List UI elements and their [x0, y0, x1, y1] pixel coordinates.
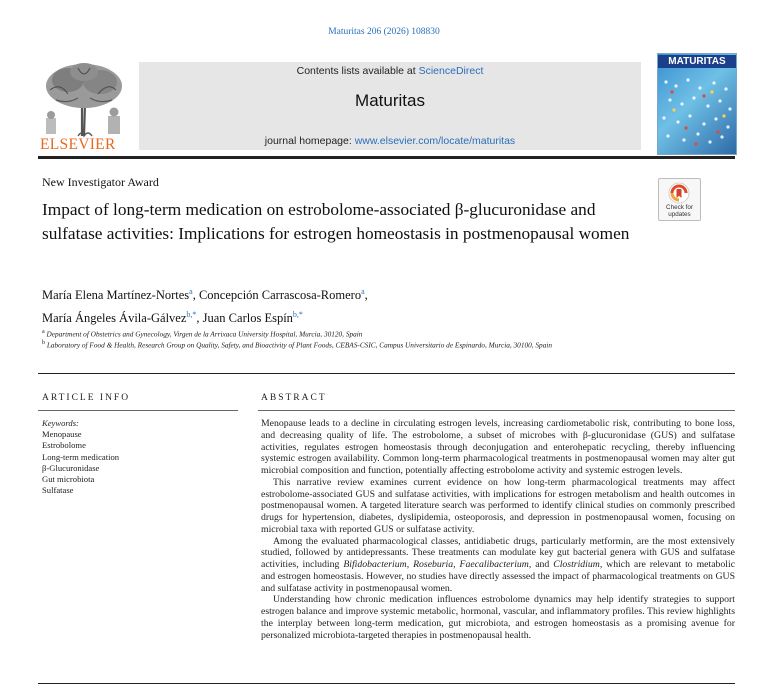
check-updates-label: Check for updates: [666, 204, 693, 218]
homepage-prefix: journal homepage:: [264, 135, 355, 147]
genus-name: Faecalibacterium: [459, 559, 529, 570]
keyword[interactable]: β-Glucuronidase: [42, 462, 100, 473]
affiliation-mark: a: [42, 329, 45, 335]
article-info-rule: [38, 410, 238, 411]
keyword[interactable]: Menopause: [42, 429, 82, 440]
genus-name: Roseburia: [413, 559, 454, 570]
author-list: María Elena Martínez-Nortes$^a$, Concepción Carrascosa-Romero$^a$, María Ángeles Ávila-Gálvez$^{b,*}$, Juan Carlos Espín$^{b,*}$: [42, 287, 368, 326]
check-updates-icon: [668, 182, 690, 204]
keyword[interactable]: Estrobolome: [42, 440, 86, 451]
keyword[interactable]: Long-term medication: [42, 451, 120, 462]
author-name[interactable]: Juan Carlos Espín: [202, 311, 293, 326]
genus-name: Bifidobacterium: [343, 559, 407, 570]
journal-citation[interactable]: Maturitas 206 (2026) 108830: [328, 27, 440, 37]
section-rule: [38, 373, 735, 374]
abstract-paragraph: This narrative review examines current evidence on how long-term pharmacological treatments may affect estrobolome-associated GUS and sulfatase activities, with implications for estrogen metabolism and health outcomes in postmenopausal women. A targeted literature search was performed to identify clinical studies on commonly prescribed drugs for hypertension, diabetes, dyslipidemia, osteoporosis, and depression in postmenopausal women, focusing on microbial taxa with reported GUS or sulfatase activity.: [261, 476, 735, 535]
elsevier-tree-icon: [38, 60, 130, 138]
article-type: New Investigator Award: [42, 175, 159, 189]
abstract-heading: ABSTRACT: [261, 393, 327, 403]
author-name[interactable]: María Ángeles Ávila-Gálvez: [42, 311, 187, 326]
author-affil-mark[interactable]: b,*: [186, 310, 197, 320]
homepage-line: [139, 135, 641, 147]
abstract-body: [261, 418, 735, 641]
genus-name: Clostridium: [553, 559, 600, 570]
affiliation-text: Department of Obstetrics and Gynecology, Virgen de la Arrixaca University Hospital, Murcia, 30120, Spain: [46, 329, 363, 339]
affiliation-b: [42, 338, 682, 351]
sciencedirect-link[interactable]: ScienceDirect: [418, 65, 484, 77]
journal-name: Maturitas: [355, 91, 425, 110]
author-affil-mark[interactable]: b,*: [292, 310, 303, 320]
header-rule: [38, 156, 735, 159]
elsevier-wordmark: ELSEVIER: [40, 136, 116, 153]
author-name[interactable]: Concepción Carrascosa-Romero: [198, 288, 362, 303]
abstract-paragraph: Understanding how chronic medication influences estrobolome dynamics may help identify strategies to support estrogen balance and improve systemic metabolic, hormonal, vascular, and inflammatory profiles. This review highlights the interplay between long-term medication, gut microbiota, and estrogen homeostasis as a promising avenue for personalized microbiota-targeted therapies in postmenopausal health.: [261, 594, 735, 641]
keywords-block: [42, 418, 222, 496]
affiliation-text: Laboratory of Food & Health, Research Group on Quality, Safety, and Bioactivity of Plant Foods, CEBAS-CSIC, Campus Universitario de Espinardo, Murcia, 30100, Spain: [46, 340, 553, 350]
abstract-paragraph: Menopause leads to a decline in circulating estrogen levels, increasing cardiometabolic risk, contributing to bone loss, and decreasing quality of life. The estrobolome, a subset of microbes with β-glucuronidase (GUS) and sulfatase activities, regulates estrogen homeostasis through deconjugation and enterohepatic recycling, thereby influencing systemic estrogen availability. Common long-term pharmacological treatments in postmenopausal women may alter gut microbial composition and function, potentially affecting estrobolome activity and systemic estrogen levels.: [261, 418, 735, 476]
abstract-rule: [258, 410, 735, 411]
affiliation-mark: b: [42, 340, 45, 346]
abstract-paragraph: Among the evaluated pharmacological classes, antidiabetic drugs, particularly metformin, are the most extensively studied, followed by antidepressants. These treatments can modulate key gut bacterial genera with GUS and sulfatase activities, including Bifidobacterium, Roseburia, Faecalibacterium, and Clostridium, which are relevant to metabolic and estrogen homeostasis. However, no studies have directly assessed the impact of pharmacological treatments on GUS and sulfatase activity in postmenopausal women.: [261, 535, 736, 594]
cover-figures-icon: [660, 74, 734, 150]
keyword[interactable]: Sulfatase: [42, 485, 74, 496]
bottom-rule: [38, 683, 735, 684]
elsevier-logo[interactable]: [38, 60, 130, 156]
cover-title: MATURITAS: [658, 55, 736, 68]
keyword[interactable]: Gut microbiota: [42, 474, 95, 485]
author-affil-mark[interactable]: a: [361, 287, 365, 296]
article-title: Impact of long-term medication on estrobolome-associated β-glucuronidase and sulfatase activities: Implications for estrogen homeostasis in postmenopausal women: [42, 200, 630, 243]
keywords-label: Keywords:: [42, 418, 79, 428]
author-name[interactable]: María Elena Martínez-Nortes: [42, 288, 190, 303]
journal-homepage-link[interactable]: www.elsevier.com/locate/maturitas: [354, 135, 516, 147]
contents-prefix: Contents lists available at: [296, 65, 419, 77]
article-info-heading: ARTICLE INFO: [42, 393, 131, 403]
journal-cover[interactable]: [657, 53, 737, 155]
contents-line: [139, 65, 641, 77]
journal-banner: [139, 62, 641, 150]
check-for-updates-button[interactable]: [658, 178, 701, 221]
author-affil-mark[interactable]: a: [189, 287, 193, 296]
